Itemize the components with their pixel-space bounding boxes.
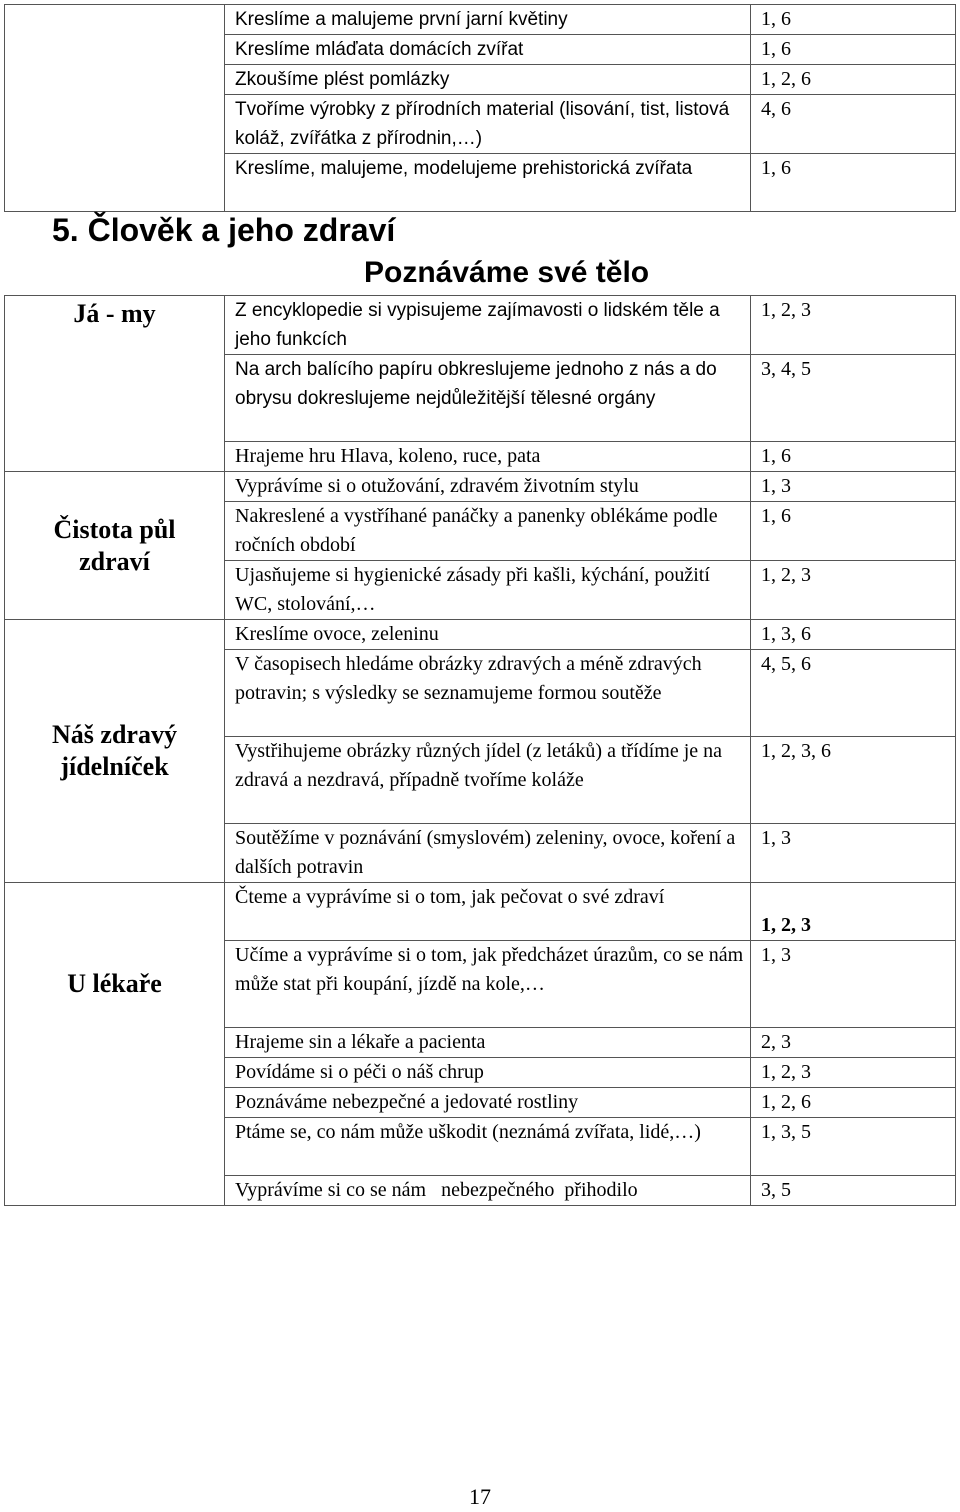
codes-cell: 4, 6 [751,95,956,154]
activity-cell: Ujasňujeme si hygienické zásady při kašli, kýchání, použití WC, stolování,… [225,561,751,620]
activity-cell: Kreslíme a malujeme první jarní květiny [225,5,751,35]
codes-cell: 1, 6 [751,154,956,212]
activity-cell: Vystřihujeme obrázky různých jídel (z letáků) a třídíme je na zdravá a nezdravá, případně tvoříme koláže [225,737,751,824]
activity-cell: Kreslíme, malujeme, modelujeme prehistorická zvířata [225,154,751,212]
activity-cell: Povídáme si o péči o náš chrup [225,1058,751,1088]
table-row [5,472,956,502]
activity-cell: V časopisech hledáme obrázky zdravých a méně zdravých potravin; s výsledky se seznamujeme formou soutěže [225,650,751,737]
codes-cell: 1, 2, 3 [751,1058,956,1088]
activity-cell: Vyprávíme si o otužování, zdravém životním stylu [225,472,751,502]
codes-cell: 2, 3 [751,1028,956,1058]
codes-cell: 1, 3, 5 [751,1118,956,1176]
activity-cell: Na arch balícího papíru obkreslujeme jednoho z nás a do obrysu dokreslujeme nejdůležitější tělesné orgány [225,355,751,442]
activity-cell: Hrajeme sin a lékaře a pacienta [225,1028,751,1058]
table-row [5,1028,956,1058]
codes-cell: 1, 2, 3, 6 [751,737,956,824]
topic-cell [5,620,225,883]
activities-table-main [4,295,956,1206]
table-row [5,296,956,355]
codes-cell: 1, 6 [751,442,956,472]
activity-cell: Ptáme se, co nám může uškodit (neznámá zvířata, lidé,…) [225,1118,751,1176]
codes-cell: 1, 3 [751,941,956,1028]
codes-cell: 1, 3 [751,472,956,502]
table-row [5,5,956,35]
codes-cell: 1, 2, 6 [751,1088,956,1118]
activity-cell: Vyprávíme si co se nám nebezpečného přihodilo [225,1176,751,1206]
codes-cell: 1, 6 [751,35,956,65]
topic-cell [5,296,225,472]
codes-cell: 4, 5, 6 [751,650,956,737]
codes-cell: 1, 6 [751,502,956,561]
codes-cell: 1, 6 [751,5,956,35]
activity-cell: Kreslíme ovoce, zeleninu [225,620,751,650]
activity-cell: Tvoříme výrobky z přírodních material (lisování, tist, listová koláž, zvířátka z přírodnin,…) [225,95,751,154]
topic-cell [5,472,225,620]
table-row [5,883,956,941]
activity-cell: Učíme a vyprávíme si o tom, jak předcházet úrazům, co se nám může stat při koupání, jízdě na kole,… [225,941,751,1028]
activity-cell: Soutěžíme v poznávání (smyslovém) zeleniny, ovoce, koření a dalších potravin [225,824,751,883]
page-number: 17 [469,1484,491,1509]
activity-cell: Z encyklopedie si vypisujeme zajímavosti o lidském těle a jeho funkcích [225,296,751,355]
topic-label: U lékaře [67,969,162,999]
codes-cell: 3, 5 [751,1176,956,1206]
codes-cell: 1, 3 [751,824,956,883]
table-row [5,620,956,650]
codes-cell: 1, 3, 6 [751,620,956,650]
activity-cell: Zkoušíme plést pomlázky [225,65,751,95]
codes-cell: 1, 2, 3 [751,561,956,620]
activity-cell: Hrajeme hru Hlava, koleno, ruce, pata [225,442,751,472]
activities-table-top [4,4,956,212]
topic-label: Čistota půl zdraví [53,514,176,576]
topic-label: Já - my [73,299,156,328]
topic-cell-empty [5,1028,225,1206]
codes-cell: 1, 2, 3 [751,296,956,355]
codes-cell: 1, 2, 3 [751,883,956,941]
codes-cell: 3, 4, 5 [751,355,956,442]
activity-cell: Čteme a vyprávíme si o tom, jak pečovat o své zdraví [225,883,751,941]
topic-label: Náš zdravý jídelníček [52,720,177,781]
codes-cell: 1, 2, 6 [751,65,956,95]
activity-cell: Nakreslené a vystříhané panáčky a panenky oblékáme podle ročních období [225,502,751,561]
topic-cell [5,883,225,1028]
topic-cell-empty [5,5,225,212]
section-subtitle: Poznáváme své tělo [364,256,650,289]
section-title: 5. Člověk a jeho zdraví [52,212,396,248]
activity-cell: Kreslíme mláďata domácích zvířat [225,35,751,65]
activity-cell: Poznáváme nebezpečné a jedovaté rostliny [225,1088,751,1118]
